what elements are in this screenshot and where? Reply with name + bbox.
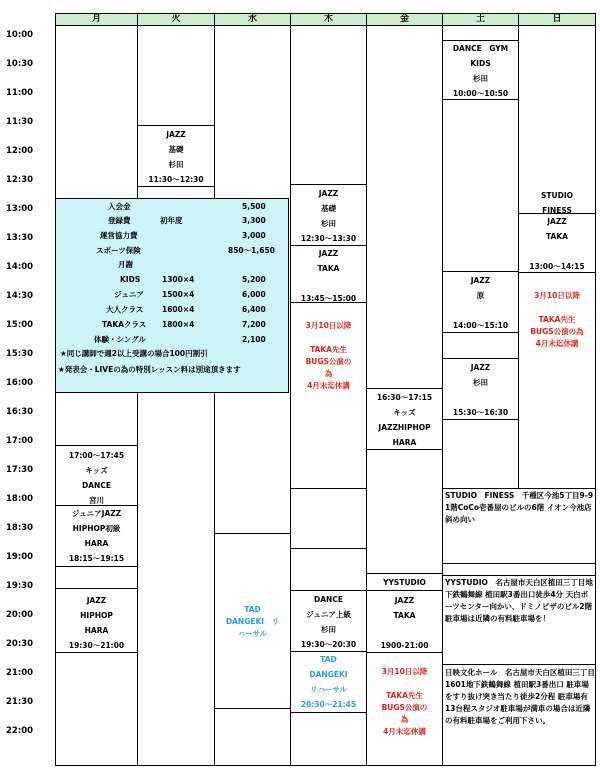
class-block: JAZZ 基礎 杉田 11:30～12:30 bbox=[148, 130, 204, 184]
fee-calc: 1800×4 bbox=[162, 320, 195, 329]
fee-calc: 1300×4 bbox=[162, 275, 195, 284]
divider bbox=[55, 588, 138, 589]
class-block: DANCE ジュニア上級 杉田 19:30～20:30 bbox=[300, 595, 357, 649]
time-label: 15:00 bbox=[6, 320, 34, 330]
divider bbox=[366, 388, 443, 389]
class-block: JAZZ 原 14:00～15:10 bbox=[452, 276, 509, 330]
divider bbox=[290, 302, 367, 303]
divider bbox=[290, 488, 367, 489]
time-label: 13:00 bbox=[6, 204, 34, 214]
fee-note: ★同じ講師で週2以上受講の場合100円割引 bbox=[60, 349, 208, 358]
time-label: 10:00 bbox=[6, 30, 34, 40]
day-header-tue: 火 bbox=[137, 13, 215, 26]
time-label: 16:30 bbox=[6, 407, 34, 417]
closure-notice: 3月10日以降 TAKA先生 BUGS公演の為 4月末迄休講 bbox=[530, 291, 584, 348]
divider bbox=[366, 449, 443, 450]
divider bbox=[290, 184, 367, 185]
venue-info-finess: STUDIO FINESS 千種区今池5丁目9-9 1階CoCo壱番屋のビルの6階 イオン今池店斜め向い bbox=[445, 491, 594, 524]
day-header-wed: 水 bbox=[214, 13, 291, 26]
time-label: 15:30 bbox=[6, 349, 34, 359]
class-block: JAZZ TAKA 13:00～14:15 bbox=[529, 217, 585, 271]
divider bbox=[442, 99, 519, 100]
class-block: TAD DANGEKI リハーサル 20:30～21:45 bbox=[300, 655, 357, 709]
time-label: 11:00 bbox=[6, 88, 34, 98]
time-label: 19:30 bbox=[6, 581, 34, 591]
class-block: ジュニアJAZZ HIPHOP初級 HARA 18:15～19:15 bbox=[68, 509, 125, 563]
divider bbox=[442, 664, 596, 665]
time-label: 11:30 bbox=[6, 117, 34, 127]
fee-value: 5,200 bbox=[242, 275, 266, 284]
venue-info-yy: YYSTUDIO 名古屋市天白区植田三丁目地下鉄鶴舞線 植田駅3番出口徒歩4分 天白ボーツセンター向かい、ドミノピザのビル2階 駐車場は近隣の有料駐車場を！ bbox=[445, 578, 593, 623]
divider bbox=[366, 590, 443, 591]
class-block: JAZZ TAKA 13:45～15:00 bbox=[300, 249, 357, 303]
day-header-sun: 日 bbox=[518, 13, 596, 26]
divider bbox=[442, 332, 519, 333]
fee-note: 初年度 bbox=[160, 216, 183, 225]
time-label: 17:00 bbox=[6, 436, 34, 446]
fee-value: 3,300 bbox=[242, 216, 266, 225]
class-block: JAZZ HIPHOP HARA 19:30～21:00 bbox=[68, 596, 125, 650]
divider bbox=[55, 765, 596, 766]
fee-label: 登録費 bbox=[108, 216, 131, 225]
time-label: 13:30 bbox=[6, 233, 34, 243]
divider bbox=[290, 590, 367, 591]
day-header-thu: 木 bbox=[290, 13, 367, 26]
venue-info-nichiei: 日映文化ホール 名古屋市天白区植田三丁目1601地下鉄鶴舞線 植田駅3番出口 駐車場をすり抜け突き当たり徒歩2分程 駐車場有13台程スタジオ駐車場が満車の場合は近隣の有料駐車場をご利用下さい。 bbox=[445, 668, 595, 725]
divider bbox=[214, 708, 291, 709]
time-label: 10:30 bbox=[6, 59, 34, 69]
divider bbox=[442, 419, 519, 420]
divider bbox=[442, 271, 519, 272]
fee-label: 大人クラス bbox=[106, 305, 144, 314]
divider bbox=[55, 566, 138, 567]
fee-value: 2,100 bbox=[242, 335, 266, 344]
fee-value: 6,400 bbox=[242, 305, 266, 314]
class-block: JAZZ 杉田 15:30～16:30 bbox=[452, 363, 509, 417]
divider bbox=[214, 533, 291, 534]
fee-table bbox=[55, 198, 289, 393]
day-header-fri: 金 bbox=[366, 13, 443, 26]
fee-label: 体験・シングル bbox=[94, 335, 146, 344]
class-block: STUDIO FINESS bbox=[541, 191, 573, 215]
day-header-mon: 月 bbox=[55, 13, 138, 26]
time-label: 17:30 bbox=[6, 465, 34, 475]
divider bbox=[55, 652, 138, 653]
divider bbox=[137, 125, 215, 126]
day-header-sat: 土 bbox=[442, 13, 519, 26]
time-label: 14:30 bbox=[6, 291, 34, 301]
time-label: 19:00 bbox=[6, 552, 34, 562]
fee-label: スポーツ保険 bbox=[96, 246, 141, 255]
divider bbox=[137, 186, 215, 187]
class-block: TAD DANGEKI リ ハーサル bbox=[225, 605, 280, 638]
divider bbox=[366, 652, 443, 653]
fee-value: 7,200 bbox=[242, 320, 266, 329]
fee-label: 月謝 bbox=[118, 260, 133, 269]
divider bbox=[518, 272, 596, 273]
time-label: 12:30 bbox=[6, 175, 34, 185]
class-block: 16:30～17:15 キッズ JAZZHIPHOP HARA bbox=[376, 393, 433, 447]
time-label: 20:00 bbox=[6, 610, 34, 620]
time-label: 20:30 bbox=[6, 639, 34, 649]
time-label: 21:30 bbox=[6, 697, 34, 707]
divider bbox=[442, 575, 596, 576]
divider bbox=[55, 445, 138, 446]
class-block: DANCE GYM KIDS 杉田 10:00～10:50 bbox=[452, 44, 509, 98]
fee-calc: 1600×4 bbox=[162, 305, 195, 314]
closure-notice: 3月10日以降 TAKA先生 BUGS公演の 為 4月末迄休講 bbox=[381, 667, 428, 736]
time-label: 18:00 bbox=[6, 494, 34, 504]
fee-label: 運営協力費 bbox=[100, 231, 138, 240]
class-block: JAZZ 基礎 杉田 12:30～13:30 bbox=[300, 189, 357, 243]
fee-label: 入会金 bbox=[108, 202, 131, 211]
column-wed bbox=[214, 26, 291, 766]
divider bbox=[366, 573, 443, 574]
divider bbox=[290, 548, 367, 549]
divider bbox=[442, 563, 596, 564]
time-label: 14:00 bbox=[6, 262, 34, 272]
divider bbox=[442, 358, 519, 359]
time-label: 18:30 bbox=[6, 523, 34, 533]
time-label: 12:00 bbox=[6, 146, 34, 156]
studio-label: YYSTUDIO bbox=[383, 578, 426, 587]
fee-label: KIDS bbox=[120, 275, 141, 284]
fee-value: 5,500 bbox=[242, 202, 266, 211]
fee-label: ジュニア bbox=[114, 290, 144, 299]
fee-note: ★発表会・LIVEの為の特別レッスン料は別途頂きます bbox=[58, 365, 241, 374]
fee-value: 3,000 bbox=[242, 231, 266, 240]
column-mon bbox=[55, 26, 141, 766]
time-label: 16:00 bbox=[6, 378, 34, 388]
time-label: 21:00 bbox=[6, 668, 34, 678]
fee-calc: 1500×4 bbox=[162, 290, 195, 299]
time-label: 22:00 bbox=[6, 726, 34, 736]
fee-value: 850～1,650 bbox=[228, 246, 275, 255]
fee-value: 6,000 bbox=[242, 290, 266, 299]
closure-notice: 3月10日以降 TAKA先生 BUGS公演の 為 4月末迄休講 bbox=[305, 321, 352, 390]
class-block: 17:00～17:45 キッズ DANCE 宮川 bbox=[68, 451, 125, 505]
divider bbox=[290, 712, 367, 713]
fee-label: TAKAクラス bbox=[102, 320, 147, 329]
class-block: JAZZ TAKA 1900-21:00 bbox=[380, 596, 429, 650]
